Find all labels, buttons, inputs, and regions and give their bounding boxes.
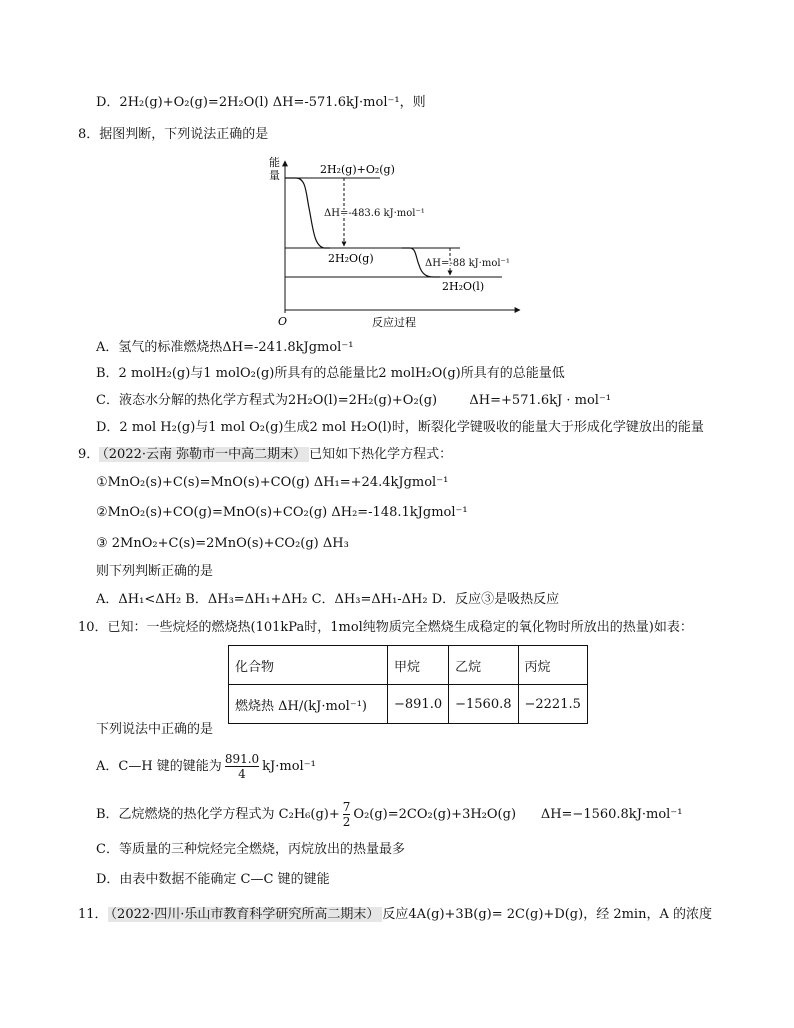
fraction-numerator: 891.0 xyxy=(224,752,260,766)
q11-stem-line xyxy=(78,906,712,924)
q9-options: A．ΔH₁<ΔH₂ B．ΔH₃=ΔH₁+ΔH₂ C．ΔH₃=ΔH₁-ΔH₂ D．反应③是吸热反应 xyxy=(96,592,560,607)
table-cell-methane: −891.0 xyxy=(388,685,449,724)
fraction-denominator: 4 xyxy=(238,767,246,781)
q10-option-b-fraction xyxy=(343,800,351,829)
combustion-heat-table xyxy=(228,645,588,724)
q8-option-c xyxy=(96,392,611,410)
q10-option-a xyxy=(96,752,316,781)
q10-option-b-text: B．乙烷燃烧的热化学方程式为 C₂H₆(g)+ xyxy=(96,807,340,822)
q8-option-c-equation: C．液态水分解的热化学方程式为2H₂O(l)=2H₂(g)+O₂(g) xyxy=(96,393,438,408)
origin-label: O xyxy=(278,315,288,328)
table-header-propane: 丙烷 xyxy=(518,646,587,685)
q8-option-c-dh: ΔH=+571.6kJ · mol⁻¹ xyxy=(469,393,612,408)
q10-option-b xyxy=(96,800,682,829)
q8-option-b: B．2 molH₂(g)与1 molO₂(g)所具有的总能量比2 molH₂O(g)所具有的总能量低 xyxy=(96,366,565,381)
table-row xyxy=(229,685,588,724)
q9-equation-1: ①MnO₂(s)+C(s)=MnO(s)+CO(g) ΔH₁=+24.4kJgmol⁻¹ xyxy=(96,475,449,490)
table-row-label: 燃烧热 ΔH/(kJ·mol⁻¹) xyxy=(229,685,388,724)
q11-source-tag: （2022·四川·乐山市教育科学研究所高二期末） xyxy=(108,907,383,922)
q10-option-a-unit: kJ·mol⁻¹ xyxy=(262,759,316,774)
q9-equation-2: ②MnO₂(s)+CO(g)=MnO(s)+CO₂(g) ΔH₂=-148.1kJgmol⁻¹ xyxy=(96,505,468,520)
q9-stem: 已知如下热化学方程式： xyxy=(309,447,453,462)
q8-option-a: A．氢气的标准燃烧热ΔH=-241.8kJgmol⁻¹ xyxy=(96,340,354,355)
x-axis-label: 反应过程 xyxy=(372,316,416,329)
level-top-label: 2H₂(g)+O₂(g) xyxy=(320,163,395,176)
table-cell-propane: −2221.5 xyxy=(518,685,587,724)
q8-option-d: D．2 mol H₂(g)与1 mol O₂(g)生成2 mol H₂O(l)时，断裂化学键吸收的能量大于形成化学键放出的能量 xyxy=(96,420,704,435)
table-header-compound: 化合物 xyxy=(229,646,388,685)
fraction-denominator: 2 xyxy=(342,815,351,829)
q10-option-b-equation: O₂(g)=2CO₂(g)+3H₂O(g) ΔH=−1560.8kJ·mol⁻¹ xyxy=(353,807,683,822)
q10-option-d: D．由表中数据不能确定 C—C 键的键能 xyxy=(96,872,330,887)
q9-ask: 则下列判断正确的是 xyxy=(96,564,214,579)
q9-source-tag: （2022·云南 弥勒市一中高二期末） xyxy=(99,447,309,462)
q7-option-d: D．2H₂(g)+O₂(g)=2H₂O(l) ΔH=-571.6kJ·mol⁻¹，则 xyxy=(96,95,426,110)
table-header-ethane: 乙烷 xyxy=(449,646,518,685)
level-mid-label: 2H₂O(g) xyxy=(328,252,374,265)
y-axis-label-1: 能 xyxy=(269,156,280,169)
q9-equation-3: ③ 2MnO₂+C(s)=2MnO(s)+CO₂(g) ΔH₃ xyxy=(96,536,349,551)
dh1-label: ΔH=-483.6 kJ·mol⁻¹ xyxy=(324,208,425,219)
q10-stem: 10．已知：一些烷烃的燃烧热(101kPa时，1mol纯物质完全燃烧生成稳定的氧化物时所放出的热量)如表： xyxy=(78,620,693,635)
q11-stem: 反应4A(g)+3B(g)= 2C(g)+D(g)，经 2min，A 的浓度 xyxy=(382,907,712,922)
table-header-row xyxy=(229,646,588,685)
q11-number: 11． xyxy=(78,907,108,922)
dh2-label: ΔH=-88 kJ·mol⁻¹ xyxy=(425,258,510,269)
energy-diagram xyxy=(262,153,532,333)
q10-option-c: C．等质量的三种烷烃完全燃烧，丙烷放出的热量最多 xyxy=(96,842,405,857)
table-cell-ethane: −1560.8 xyxy=(449,685,518,724)
q10-ask: 下列说法中正确的是 xyxy=(96,722,214,737)
table-header-methane: 甲烷 xyxy=(388,646,449,685)
q9-stem-line xyxy=(78,446,452,464)
level-low-label: 2H₂O(l) xyxy=(442,280,485,293)
fraction-numerator: 7 xyxy=(342,800,351,814)
q10-option-a-fraction xyxy=(225,752,259,781)
y-axis-label-2: 量 xyxy=(269,169,280,182)
q8-stem: 8．据图判断，下列说法正确的是 xyxy=(78,127,269,142)
q10-option-a-text: A．C—H 键的键能为 xyxy=(96,759,222,774)
q9-number: 9． xyxy=(78,447,100,462)
